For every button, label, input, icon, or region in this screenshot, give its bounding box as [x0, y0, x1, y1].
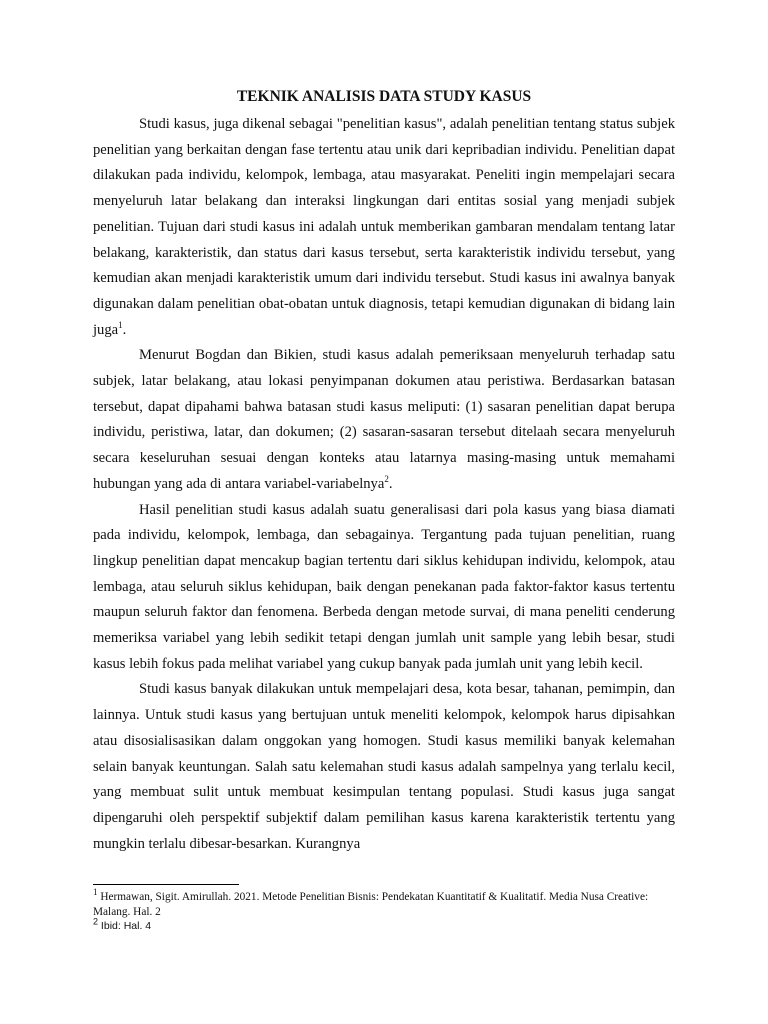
footnote-marker-2: 2 — [93, 916, 99, 927]
footnote-ref-2[interactable]: 2 — [384, 473, 389, 484]
footnote-text: Hermawan, Sigit. Amirullah. 2021. Metode Penelitian Bisnis: Pendekatan Kuantitatif & Kualitatif. Media Nusa Creative: Malang. Hal. 2 — [93, 891, 649, 918]
document-title: TEKNIK ANALISIS DATA STUDY KASUS — [236, 88, 532, 105]
paragraph-2 — [93, 343, 675, 497]
footnote-2 — [93, 916, 683, 934]
paragraph-text: Studi kasus banyak dilakukan untuk mempelajari desa, kota besar, tahanan, pemimpin, dan lainnya. Untuk studi kasus yang bertujuan untuk meneliti kelompok, kelompok harus dipisahkan atau disosialisasikan dalam onggokan yang homogen. Studi kasus memiliki banyak kelemahan selain banyak keuntungan. Salah satu kelemahan studi kasus adalah sampelnya yang terlalu kecil, yang membuat sulit untuk membuat kesimpulan tentang populasi. Studi kasus juga sangat dipengaruhi oleh perspektif subjektif dalam pemilihan kasus karena karakteristik tertentu yang mungkin terlalu dibesar-besarkan. Kurangnya — [93, 681, 675, 852]
paragraph-3 — [93, 498, 675, 678]
paragraph-1 — [93, 112, 675, 343]
paragraph-end: . — [388, 475, 393, 492]
paragraph-4 — [93, 677, 675, 857]
footnote-1 — [93, 887, 683, 919]
paragraph-text: Hasil penelitian studi kasus adalah suatu generalisasi dari pola kasus yang biasa diamati pada individu, kelompok, lembaga, dan sebagainya. Tergantung pada tujuan penelitian, ruang lingkup penelitian dapat mencakup bagian tertentu dari siklus kehidupan individu, kelompok, atau lembaga, atau seluruh siklus kehidupan, baik dengan penekanan pada faktor-faktor kasus tertentu maupun seluruh faktor dan fenomena. Berbeda dengan metode survai, di mana peneliti cenderung memeriksa variabel yang lebih sedikit tetapi dengan jumlah unit sample yang lebih besar, studi kasus lebih fokus pada melihat variabel yang cukup banyak pada jumlah unit yang lebih kecil. — [93, 501, 675, 672]
footnote-separator — [93, 884, 239, 885]
paragraph-text: Menurut Bogdan dan Bikien, studi kasus adalah pemeriksaan menyeluruh terhadap satu subjek, latar belakang, atau lokasi penyimpanan dokumen atau peristiwa. Berdasarkan batasan tersebut, dapat dipahami bahwa batasan studi kasus meliputi: (1) sasaran penelitian dapat berupa individu, peristiwa, latar, dan dokumen; (2) sasaran-sasaran tersebut ditelaah secara menyeluruh secara keseluruhan sesuai dengan konteks atau latarnya masing-masing untuk memahami hubungan yang ada di antara variabel-variabelnya — [93, 347, 675, 492]
paragraph-end: . — [122, 321, 127, 338]
footnote-ref-1[interactable]: 1 — [118, 319, 123, 330]
footnote-text: Ibid: Hal. 4 — [98, 920, 152, 932]
footnotes-section — [93, 884, 683, 934]
paragraph-text: Studi kasus, juga dikenal sebagai "penelitian kasus", adalah penelitian tentang status subjek penelitian yang berkaitan dengan fase tertentu atau unik dari kepribadian individu. Penelitian dapat dilakukan pada individu, kelompok, lembaga, atau masyarakat. Peneliti ingin mempelajari secara menyeluruh latar belakang dan interaksi lingkungan dari entitas sosial yang menjadi subjek penelitian. Tujuan dari studi kasus ini adalah untuk memberikan gambaran mendalam tentang latar belakang, karakteristik, dan status dari kasus tersebut, serta karakteristik individu tersebut, yang kemudian akan menjadi karakteristik umum dari individu tersebut. Studi kasus ini awalnya banyak digunakan dalam penelitian obat-obatan untuk diagnosis, tetapi kemudian digunakan di bidang lain juga — [93, 116, 675, 338]
document-page — [93, 84, 675, 857]
footnote-marker-1: 1 — [93, 887, 98, 898]
